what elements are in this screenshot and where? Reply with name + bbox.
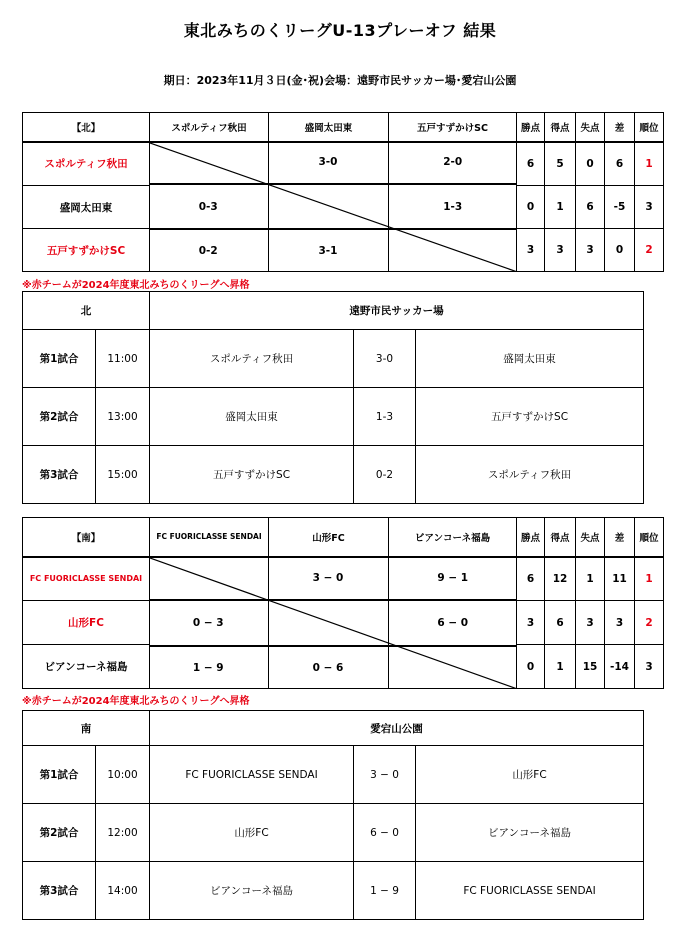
diagonal-area [150,557,517,689]
stat-goals-for: 3 [545,229,576,272]
result-cell: 2-0 [388,142,517,184]
match-score: 0-2 [354,446,416,504]
row-team-name: スポルティフ秋田 [23,142,150,186]
row-team-name: 五戸すずかけSC [23,229,150,272]
match-away-team: 五戸すずかけSC [416,388,644,446]
north-corner-label: 【北】 [23,113,150,142]
result-cell [388,646,517,688]
result-cell: 6 − 0 [388,600,517,647]
row-team-name: 山形FC [23,601,150,645]
result-cell: 1-3 [388,184,517,230]
row-team-name: FC FUORICLASSE SENDAI [23,557,150,601]
result-cell [268,600,388,647]
stat-goals-against: 3 [576,229,605,272]
stat-header-goals-for: 得点 [545,518,576,557]
match-away-team: 山形FC [416,746,644,804]
stat-goal-diff: 3 [605,601,635,645]
stat-points: 6 [517,557,545,601]
page-title: 東北みちのくリーグU-13プレーオフ 結果 [183,21,497,40]
south-result-table [22,517,664,689]
stat-points: 6 [517,142,545,186]
match-time: 15:00 [96,446,150,504]
match-row [23,746,644,804]
stat-header-points: 勝点 [517,518,545,557]
south-header-row [23,518,664,557]
result-cell: 9 − 1 [388,557,517,600]
match-round: 第2試合 [23,388,96,446]
north-schedule-table [22,291,644,504]
south-col-team: ビアンコーネ福島 [389,518,517,557]
match-home-team: FC FUORICLASSE SENDAI [150,746,354,804]
stat-goal-diff: 11 [605,557,635,601]
match-score: 3-0 [354,330,416,388]
match-time: 12:00 [96,804,150,862]
north-col-team: 盛岡太田東 [269,113,389,142]
date-venue-line: 期日：2023年11月３日(金･祝)会場：遠野市民サッカー場･愛宕山公園 [163,74,517,87]
stat-goal-diff: 0 [605,229,635,272]
south-schedule-table [22,710,644,920]
result-cell: 1 − 9 [150,646,269,688]
match-round: 第1試合 [23,330,96,388]
row-team-name: ビアンコーネ福島 [23,645,150,689]
match-round: 第3試合 [23,862,96,920]
stat-goals-against: 6 [576,186,605,229]
result-cell: 3-0 [268,142,388,184]
result-cell [150,142,269,184]
match-round: 第3試合 [23,446,96,504]
result-cell: 0 − 6 [268,646,388,688]
north-col-team: スポルティフ秋田 [150,113,269,142]
stat-rank: 1 [635,557,664,601]
match-score: 6 − 0 [354,804,416,862]
result-cell: 0-2 [150,229,269,271]
match-score: 1-3 [354,388,416,446]
result-cell: 0-3 [150,184,269,230]
result-cell [150,557,269,600]
stat-goals-for: 12 [545,557,576,601]
stat-header-goals-for: 得点 [545,113,576,142]
match-row [23,446,644,504]
stat-header-rank: 順位 [635,518,664,557]
stat-rank: 1 [635,142,664,186]
stat-goals-for: 1 [545,645,576,689]
stat-header-rank: 順位 [635,113,664,142]
stat-goal-diff: 6 [605,142,635,186]
match-score: 1 − 9 [354,862,416,920]
match-time: 10:00 [96,746,150,804]
table-row [23,557,664,601]
promotion-note: ※赤チームが2024年度東北みちのくリーグへ昇格 [22,280,250,291]
match-away-team: スポルティフ秋田 [416,446,644,504]
result-cell: 3 − 0 [268,557,388,600]
stat-header-goal-diff: 差 [605,113,635,142]
diagonal-area [150,142,517,272]
match-row [23,388,644,446]
stat-rank: 3 [635,645,664,689]
stat-rank: 3 [635,186,664,229]
match-time: 14:00 [96,862,150,920]
schedule-group-label: 北 [23,292,150,330]
stat-goal-diff: -5 [605,186,635,229]
north-col-team: 五戸すずかけSC [389,113,517,142]
stat-header-goals-against: 失点 [576,113,605,142]
row-team-name: 盛岡太田東 [23,186,150,229]
stat-header-goal-diff: 差 [605,518,635,557]
match-round: 第2試合 [23,804,96,862]
stat-goals-against: 3 [576,601,605,645]
stat-points: 0 [517,645,545,689]
result-cell: 3-1 [268,229,388,271]
south-corner-label: 【南】 [23,518,150,557]
result-cell [388,229,517,271]
stat-header-goals-against: 失点 [576,518,605,557]
match-away-team: FC FUORICLASSE SENDAI [416,862,644,920]
stat-goals-for: 5 [545,142,576,186]
south-col-team: 山形FC [269,518,389,557]
match-away-team: 盛岡太田東 [416,330,644,388]
schedule-venue: 愛宕山公園 [150,711,644,746]
schedule-group-label: 南 [23,711,150,746]
stat-goals-against: 0 [576,142,605,186]
north-result-table [22,112,664,272]
south-col-team: FC FUORICLASSE SENDAI [150,518,269,557]
match-row [23,330,644,388]
stat-points: 0 [517,186,545,229]
match-row [23,862,644,920]
match-home-team: ビアンコーネ福島 [150,862,354,920]
stat-points: 3 [517,601,545,645]
stat-goals-against: 15 [576,645,605,689]
match-away-team: ビアンコーネ福島 [416,804,644,862]
stat-header-points: 勝点 [517,113,545,142]
stat-rank: 2 [635,601,664,645]
match-time: 13:00 [96,388,150,446]
promotion-note: ※赤チームが2024年度東北みちのくリーグへ昇格 [22,696,250,707]
schedule-venue: 遠野市民サッカー場 [150,292,644,330]
match-home-team: 盛岡太田東 [150,388,354,446]
match-round: 第1試合 [23,746,96,804]
match-row [23,804,644,862]
stat-goals-for: 6 [545,601,576,645]
table-row [23,142,664,186]
match-home-team: 五戸すずかけSC [150,446,354,504]
stat-rank: 2 [635,229,664,272]
stat-goal-diff: -14 [605,645,635,689]
result-cell: 0 − 3 [150,600,269,647]
stat-goals-for: 1 [545,186,576,229]
match-score: 3 − 0 [354,746,416,804]
match-home-team: スポルティフ秋田 [150,330,354,388]
stat-goals-against: 1 [576,557,605,601]
result-cell [268,184,388,230]
stat-points: 3 [517,229,545,272]
north-header-row [23,113,664,142]
match-time: 11:00 [96,330,150,388]
match-home-team: 山形FC [150,804,354,862]
